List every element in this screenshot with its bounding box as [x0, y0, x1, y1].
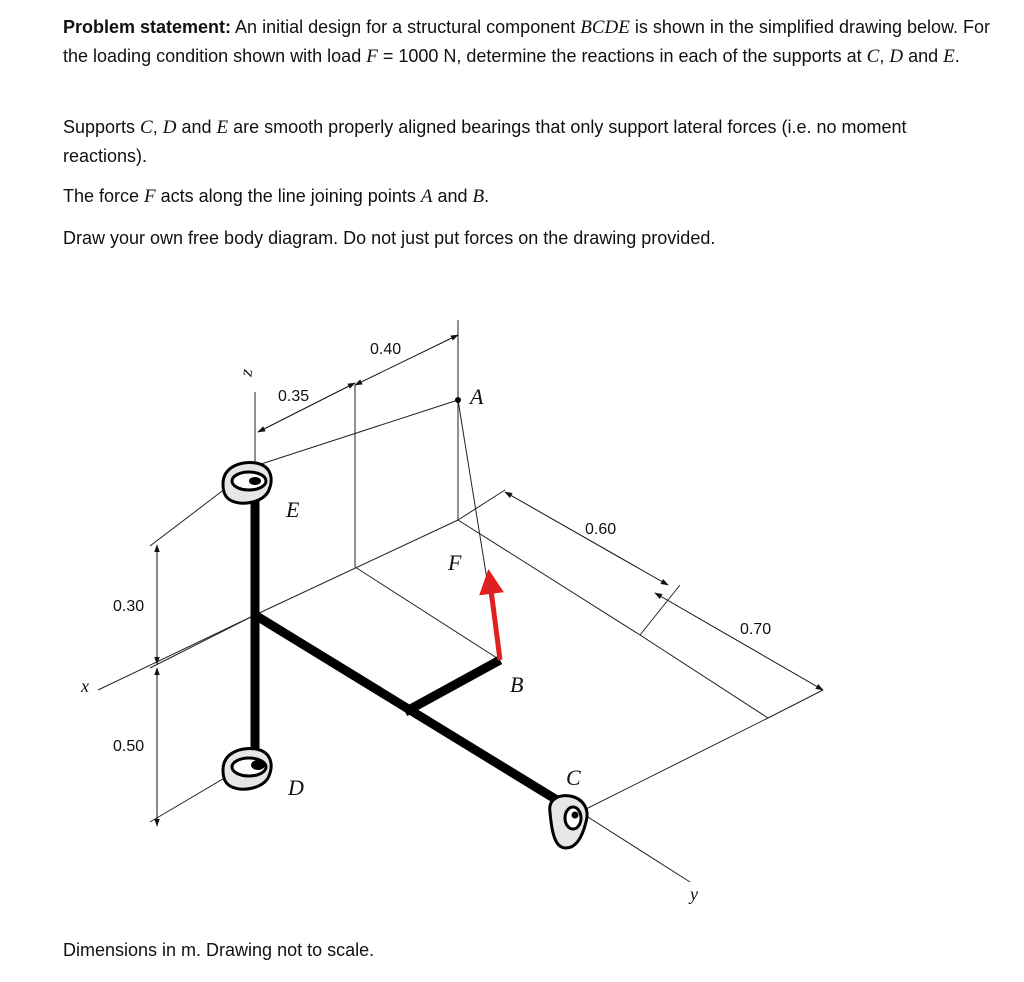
text: An initial design for a structural component: [231, 17, 581, 37]
dim-label-0.30: 0.30: [113, 598, 145, 615]
ext-0.30-bottom: [150, 615, 255, 668]
point-symbol: E: [216, 117, 229, 138]
dim-label-0.70: 0.70: [740, 621, 772, 638]
text: acts along the line joining points: [155, 186, 421, 206]
caption: Dimensions in m. Drawing not to scale.: [63, 940, 375, 960]
label-B: B: [510, 672, 524, 697]
force-symbol: F: [366, 46, 378, 67]
text: .: [954, 46, 960, 66]
text: are smooth properly aligned bearings that only support lateral forces (i.e. no moment reactions).: [63, 117, 907, 166]
branch-member-B: [405, 660, 500, 712]
y-axis-line: [580, 812, 690, 882]
text: .: [484, 186, 490, 206]
point-symbol: A: [420, 186, 433, 207]
text: and: [432, 186, 473, 206]
axis-label-y: y: [690, 884, 698, 904]
ext-0.60-a: [458, 490, 505, 520]
bearing-D: [223, 749, 271, 790]
component-name: BCDE: [580, 17, 630, 38]
label-E: E: [286, 497, 300, 522]
dim-label-0.50: 0.50: [113, 738, 145, 755]
dim-label-0.60: 0.60: [585, 521, 617, 538]
point-symbol: C: [140, 117, 153, 138]
force-symbol: F: [144, 186, 156, 207]
point-symbol: B: [472, 186, 485, 207]
bearing-E: [223, 463, 271, 504]
construction-lines: [98, 320, 823, 882]
point-A-dot: [455, 397, 461, 403]
point-symbol: E: [943, 46, 955, 67]
text: and: [176, 117, 217, 137]
x-axis-line: [98, 615, 255, 690]
text: = 1000 N, determine the reactions in each of the supports at: [377, 46, 867, 66]
floor-line: [355, 567, 500, 660]
point-symbol: C: [866, 46, 880, 67]
label-F: F: [448, 550, 462, 575]
structure-members: [255, 478, 565, 805]
text: Supports: [63, 117, 141, 137]
label-D: D: [288, 775, 304, 800]
top-edge-line: [255, 400, 458, 466]
text: ,: [152, 117, 163, 137]
dim-arrow-0.70: [655, 593, 823, 690]
text: is shown in the simplified drawing below. For the loading condition shown with load: [63, 17, 991, 66]
axis-label-z: z: [235, 367, 257, 378]
bearing-C: [550, 796, 587, 848]
problem-heading: Problem statement:: [63, 17, 232, 37]
dim-label-0.40: 0.40: [370, 341, 402, 358]
force-F-arrow: [489, 574, 500, 660]
axis-label-x: x: [81, 676, 89, 696]
instruction-paragraph: Draw your own free body diagram. Do not just put forces on the drawing provided.: [63, 228, 716, 248]
text: ,: [879, 46, 890, 66]
label-C: C: [566, 765, 581, 790]
dim-label-0.35: 0.35: [278, 388, 310, 405]
point-symbol: D: [889, 46, 904, 67]
ext-0.70-b: [768, 690, 823, 718]
point-symbol: D: [162, 117, 177, 138]
floor-line-C: [580, 718, 768, 812]
dim-arrow-0.60: [505, 492, 668, 585]
text: The force: [63, 186, 145, 206]
text: and: [903, 46, 944, 66]
ext-0.60-b: [640, 585, 680, 635]
label-A: A: [470, 384, 484, 409]
